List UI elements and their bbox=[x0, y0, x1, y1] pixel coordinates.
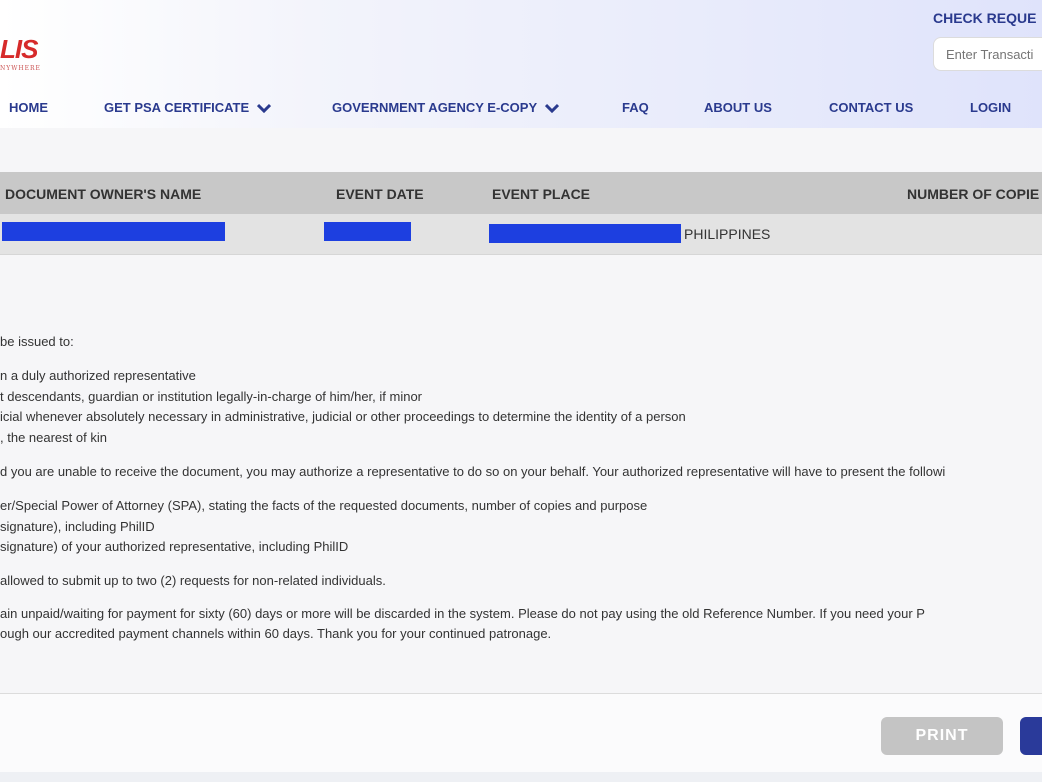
column-event-place: EVENT PLACE bbox=[492, 186, 591, 202]
note-line: icial whenever absolutely necessary in administrative, judicial or other proceedings to determine the identity of a person bbox=[0, 409, 686, 424]
site-header bbox=[0, 0, 1042, 128]
nav-gov-agency-label: GOVERNMENT AGENCY E-COPY bbox=[332, 100, 538, 115]
logo-tagline: NYWHERE bbox=[0, 65, 41, 72]
check-request-title: CHECK REQUE bbox=[933, 10, 1037, 26]
chevron-down-icon bbox=[545, 103, 559, 113]
redacted-owner-name bbox=[2, 222, 225, 241]
nav-get-psa-label: GET PSA CERTIFICATE bbox=[104, 100, 250, 115]
nav-home[interactable] bbox=[9, 100, 48, 115]
nav-home-label: HOME bbox=[9, 100, 48, 115]
nav-about-us[interactable] bbox=[704, 100, 772, 115]
column-number-of-copies: NUMBER OF COPIE bbox=[907, 186, 1040, 202]
note-line: allowed to submit up to two (2) requests for non-related individuals. bbox=[0, 573, 386, 588]
nav-faq[interactable] bbox=[622, 100, 649, 115]
note-line: n a duly authorized representative bbox=[0, 368, 196, 383]
nav-contact-label: CONTACT US bbox=[829, 100, 914, 115]
proceed-button[interactable] bbox=[1020, 717, 1042, 755]
nav-login-label: LOGIN bbox=[970, 100, 1012, 115]
nav-contact-us[interactable] bbox=[829, 100, 913, 115]
bottom-strip bbox=[0, 772, 1042, 782]
note-line: , the nearest of kin bbox=[0, 430, 107, 445]
note-line: ain unpaid/waiting for payment for sixty (60) days or more will be discarded in the system. Please do not pay using the old Reference Number. If you need your P bbox=[0, 606, 925, 621]
note-line: be issued to: bbox=[0, 334, 74, 349]
transaction-number-input[interactable] bbox=[933, 37, 1042, 71]
note-line: signature) of your authorized representative, including PhilID bbox=[0, 539, 349, 554]
column-owner-name: DOCUMENT OWNER'S NAME bbox=[5, 186, 202, 202]
event-place-country: PHILIPPINES bbox=[684, 226, 771, 242]
nav-login[interactable] bbox=[970, 100, 1011, 115]
redacted-event-date bbox=[324, 222, 411, 241]
print-button[interactable]: PRINT bbox=[881, 717, 1003, 755]
main-nav bbox=[0, 92, 1042, 124]
column-event-date: EVENT DATE bbox=[336, 186, 424, 202]
nav-about-label: ABOUT US bbox=[704, 100, 772, 115]
nav-faq-label: FAQ bbox=[622, 100, 649, 115]
table-row bbox=[0, 214, 1042, 255]
nav-get-psa-certificate[interactable] bbox=[104, 100, 271, 115]
note-line: signature), including PhilID bbox=[0, 519, 155, 534]
note-line: ough our accredited payment channels within 60 days. Thank you for your continued patronage. bbox=[0, 626, 552, 641]
note-line: er/Special Power of Attorney (SPA), stating the facts of the requested documents, number of copies and purpose bbox=[0, 498, 648, 513]
nav-government-agency-ecopy[interactable] bbox=[332, 100, 559, 115]
chevron-down-icon bbox=[257, 103, 271, 113]
redacted-event-place bbox=[489, 224, 681, 243]
logo-text: LIS bbox=[0, 34, 38, 64]
note-line: t descendants, guardian or institution legally-in-charge of him/her, if minor bbox=[0, 389, 422, 404]
table-header bbox=[0, 172, 1042, 214]
note-line: d you are unable to receive the document, you may authorize a representative to do so on your behalf. Your authorized representative will have to present the followi bbox=[0, 464, 946, 479]
